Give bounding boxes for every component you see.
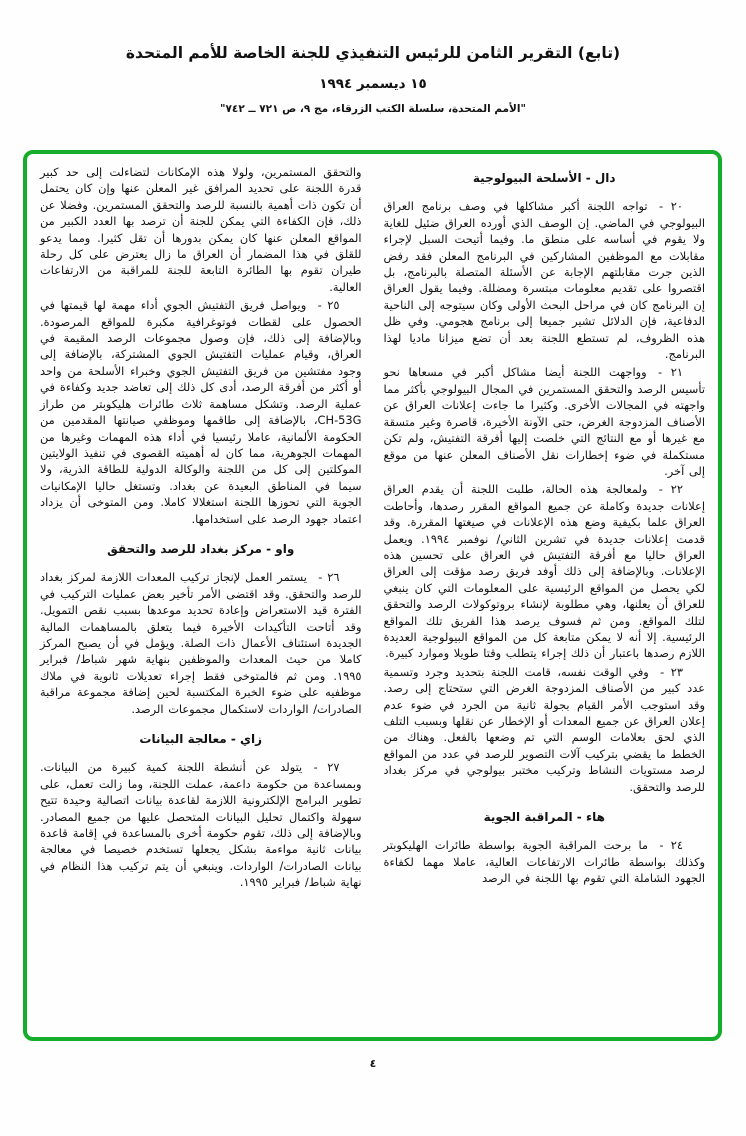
column-right	[384, 164, 706, 1029]
column-left	[40, 164, 362, 1029]
paragraph-23: ٢٣ - وفي الوقت نفسه، قامت اللجنة بتحديد وجرد وتسمية عدد كبير من الأصناف المزدوجة الغرض التي ستحتاج إلى رصد. وقد استوجب الأمر القيام بجولة ثانية من الجرد في ضوء عدم إعلان العراق عن جميع المعدات أو الإخطار عن نقلها وبسبب التلف الذي لحق بعلامات الوسم التي تم وضعها بالفعل. وهناك من الخطط ما يقضي بتركيب آلات التصوير للرصد في عدد من المواقع لرصد مستويات النشاط وتركيب مختبر بيولوجي في مركز بغداد للرصد والتحقق.	[383, 664, 705, 794]
document-date: ١٥ ديسمبر ١٩٩٤	[319, 76, 427, 92]
paragraph-20: ٢٠ - تواجه اللجنة أكبر مشاكلها في وصف برنامج العراق البيولوجي في الماضي. إن الوصف الذي أورده العراق ضئيل للغاية ولا يقوم في أساسه على منطق ما. وفيما أتيحت السبل لإجراء مقابلات مع الموظفين المشاركين في البرنامج المعلن فقد رفض الذين جرت مقابلتهم الإجابة عن الأسئلة المتصلة بالبرنامج، بل اقتصروا على تقديم معلومات مبتسرة ومضللة. وفيما يقول العراق إن البرنامج كان في مراحل البحث الأولى وكان سيتوجه إلى الناحية الدفاعية، فإن الدلائل تشير جميعا إلى برنامج هجومي. وفي ظل هذه الظروف، لم تستطع اللجنة بعد أن تضع ميزانا ماديا لهذا البرنامج.	[383, 199, 705, 362]
paragraph-26: ٢٦ - يستمر العمل لإنجاز تركيب المعدات اللازمة لمركز بغداد للرصد والتحقق. وقد اقتضى الأمر تأخير بعض عمليات التركيب في الفترة قيد الاستعراض وإعادة تحديد موعدها بسبب نقص التمويل. وقد أتاحت التأكيدات الأخيرة فيما يتعلق بالمساهمات المالية الجديدة استئناف الأعمال ذات الصلة. ويؤمل في أن يصبح المركز كاملا من حيث المعدات والموظفين بنهاية شهر شباط/ فبراير ١٩٩٥. ومن ثم فالمتوخى فقط إجراء تعديلات ثانوية في ملاك موظفيه على ضوء الخبرة المكتسبة لحين إضافة مجموعة مراقبة الصادرات/ الواردات لاستكمال مجموعات الرصد.	[40, 570, 362, 716]
section-heading-waw-baghdad-monitoring-centre: واو - مركز بغداد للرصد والتحقق	[107, 541, 295, 556]
paragraph-24-continuation: والتحقق المستمرين، ولولا هذه الإمكانات لتضاءلت إلى حد كبير قدرة اللجنة على تحديد المرافق غير المعلن عنها وإن كان يحتمل أن تكون ذات أهمية بالنسبة للرصد والتحقق المستمرين. وفضلا عن ذلك، فإن الكفاءة التي يمكن للجنة أن ترصد بها العدد الكبير من المواقع المعلن عنها كان يمكن بدورها أن تقل كثيرا. ومما يدعو للقلق في هذا المضمار أن العراق ما زال يعترض على كل رحلة طيران تقوم بها الطائرة التابعة للجنة للمراقبة من الارتفاعات العالية.	[40, 165, 362, 294]
paragraph-27: ٢٧ - يتولد عن أنشطة اللجنة كمية كبيرة من البيانات. وبمساعدة من حكومة داعمة، عملت اللجنة، وما زالت تعمل، على تطوير البرامج الإلكترونية اللازمة لقاعدة بيانات اتصالية وحيدة تتيح سهولة واكتمال تحليل البيانات المتحصل عليها من جميع المصادر. وبالإضافة إلى ذلك، تقوم حكومة أخرى بالمساعدة في إقامة قاعدة بيانات ثانية مواءمة بشكل يجعلها تستخدم خصيصا في معالجة بيانات الصادرات/ الواردات. وينبغي أن يتم تركيب هذا النظام في نهاية شباط/ فبراير ١٩٩٥.	[40, 760, 362, 890]
document-title: (تابع) التقرير الثامن للرئيس التنفيذي للجنة الخاصة للأمم المتحدة	[125, 44, 621, 62]
content-border-box	[23, 150, 722, 1041]
paragraph-22: ٢٢ - ولمعالجة هذه الحالة، طلبت اللجنة أن يقدم العراق إعلانات جديدة وكاملة عن جميع المواقع المقرر رصدها، وأحاطت العراق علما بكيفية وضع هذه الإعلانات في صيغتها المقررة. وقد قدمت إعلانات جديدة في تشرين الثاني/ نوفمبر ١٩٩٤. ويعمل العراق حاليا مع أفرقة التفتيش في العراق على تحسين هذه الإعلانات. وبالإضافة إلى ذلك أوفد فريق رصد مؤقت إلى العراق لكي يحصل من المواقع الرئيسية على المعلومات التي كان ينبغي للعراق أن يعلنها، وهي مطلوبة لإنشاء بروتوكولات الرصد والتحقق لتلك المواقع. ومن ثم فسوف يرصد هذا الفريق تلك المواقع الرئيسية. إلا أنه لا يمكن متابعة كل من المواقع البيولوجية العديدة اللازم رصدها باعتبار أن ذلك إجراء يتطلب وقتا طويلا وموارد كبيرة.	[383, 482, 705, 661]
paragraph-25: ٢٥ - ويواصل فريق التفتيش الجوي أداء مهمة لها قيمتها في الحصول على لقطات فوتوغرافية مكبرة للمواقع المرصودة. وبالإضافة إلى ذلك، فإن وصول مجموعات الرصد المقيمة في العراق، وقيام عمليات التفتيش الجوي المشتركة، بالإضافة إلى وجود مفتشين من فريق التفتيش الجوي وخبراء الأسلحة من واحد أو أكثر من أفرقة الرصد، أدى كل ذلك إلى تعاضد جديد وكفاءة في عملية الرصد. وتشكل مساهمة ثلاث طائرات هليكوبتر من طراز CH-53G، بالإضافة إلى طاقمها وموظفي صيانتها المقدمين من الحكومة الألمانية، عاملا رئيسيا في أداء هذه المهمات وغيرها من المهمات الجوهرية، مما كان له أهميته القصوى في تنفيذ الولايتين الموكلتين إلى كل من اللجنة والوكالة الدولية للطاقة الذرية، ولا سيما في المناطق البعيدة عن بغداد. وتستغل حاليا الإمكانيات الجوية التي تحوزها اللجنة استغلالا كاملا. ومن المتوخى أن يزداد اعتماد جهود الرصد على استخدامها.	[40, 298, 362, 526]
page-number: ٤	[369, 1057, 377, 1070]
document-source-citation: "الأمم المتحدة، سلسلة الكتب الزرقاء، مج ٩، ص ٧٢١ ــ ٧٤٢"	[220, 103, 526, 115]
section-heading-zay-data-processing: زاي - معالجة البيانات	[139, 732, 263, 746]
paragraph-21: ٢١ - وواجهت اللجنة أيضا مشاكل أكبر في مسعاها نحو تأسيس الرصد والتحقق المستمرين في المجال البيولوجي بأكثر مما واجهته في المجالات الأخرى. وكثيرا ما جاءت إعلانات العراق عن الأصناف المزدوجة الغرض، حتى الآونة الأخيرة، قاصرة وغير متسقة مع غيرها أو مع النتائج التي خلصت إليها أفرقة التفتيش، ولم تكن مستكملة في ضوء إخطارات نقل الأصناف المعلن عنها من موقع إلى آخر.	[383, 365, 705, 478]
paragraph-24: ٢٤ - ما برحت المراقبة الجوية بواسطة طائرات الهليكوبتر وكذلك بواسطة طائرات الارتفاعات العالية، عاملا مهما لكفاءة الجهود الشاملة التي تقوم بها اللجنة في الرصد	[383, 838, 705, 886]
section-heading-ha-aerial-surveillance: هاء - المراقبة الجوية	[483, 810, 605, 825]
document-header	[0, 44, 746, 115]
section-heading-dal-biological-weapons: دال - الأسلحة البيولوجية	[472, 171, 616, 185]
